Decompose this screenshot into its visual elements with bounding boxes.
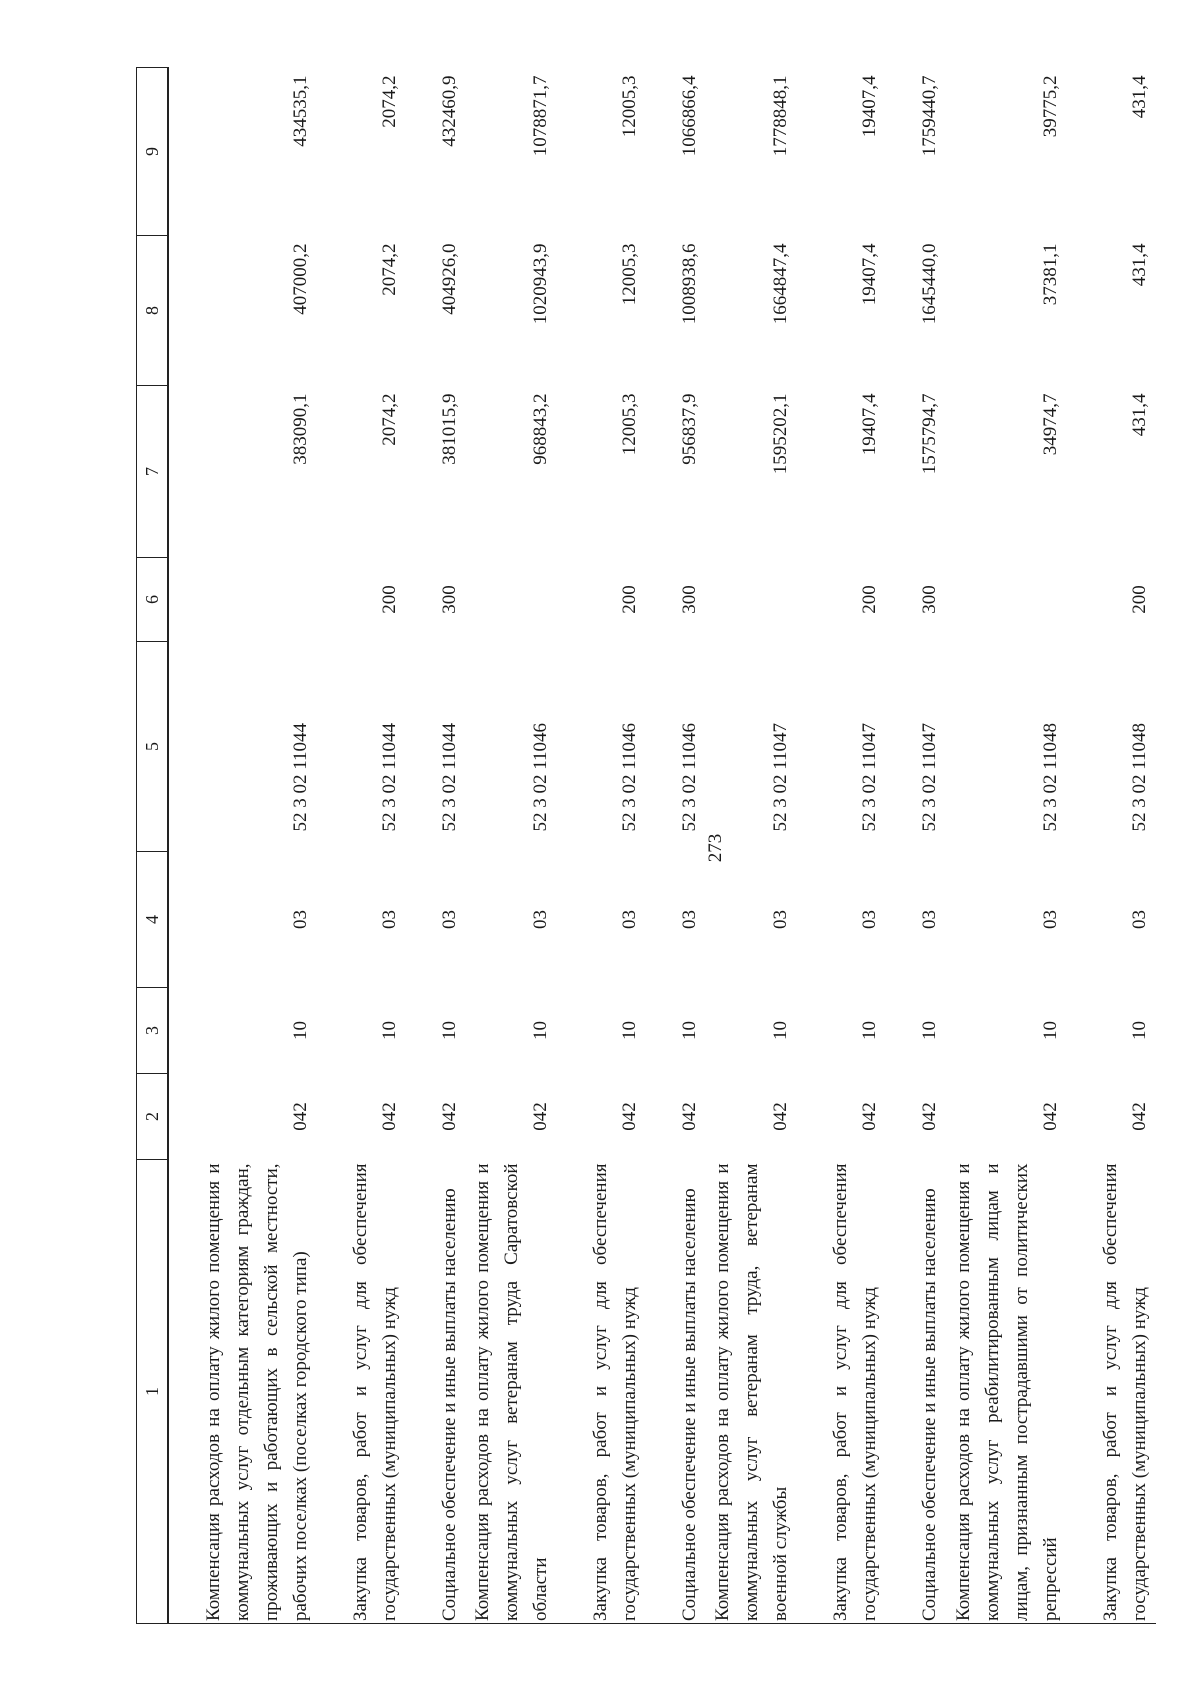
column-header-8: 8	[137, 236, 169, 386]
cell-amount-1: 431,4	[1129, 393, 1150, 437]
cell-section: 10	[438, 1021, 460, 1040]
column-header-9: 9	[137, 68, 169, 236]
cell-amount-3: 19407,4	[859, 75, 881, 138]
cell-expense-type	[946, 558, 1067, 642]
cell-subsection: 03	[1129, 910, 1150, 929]
cell-subsection: 03	[619, 910, 641, 929]
row-name: Социальное обеспечение и иные выплаты населению	[646, 1160, 706, 1624]
row-name: Компенсация расходов на оплату жилого помещения и коммунальных услуг реабилитированным лицам и лицам, признанным пострадавшими от политических репрессий	[946, 1160, 1067, 1624]
cell-expense-type: 200	[379, 585, 400, 614]
table-row	[406, 68, 466, 1624]
cell-subsection: 03	[859, 910, 881, 929]
cell-expense-type: 300	[918, 585, 940, 614]
cell-section: 10	[1129, 1021, 1150, 1040]
cell-section: 10	[379, 1021, 400, 1040]
cell-ministry: 042	[918, 1102, 940, 1131]
row-name: Закупка товаров, работ и услуг для обеспечения государственных (муниципальных) нужд	[1067, 1160, 1156, 1624]
cell-section: 10	[1039, 1021, 1061, 1040]
cell-amount-3: 1078871,7	[529, 75, 551, 157]
cell-expense-type	[706, 558, 797, 642]
budget-table	[136, 67, 1156, 1624]
table-row	[1067, 68, 1156, 1624]
cell-amount-3: 1778848,1	[769, 75, 791, 157]
cell-amount-3: 431,4	[1129, 75, 1150, 119]
table-row	[886, 68, 946, 1624]
cell-ministry: 042	[289, 1102, 311, 1131]
table-row	[317, 68, 406, 1624]
cell-subsection: 03	[1039, 910, 1061, 929]
cell-amount-3: 12005,3	[619, 75, 641, 138]
cell-subsection: 03	[438, 910, 460, 929]
cell-expense-type	[466, 558, 557, 642]
cell-target-code: 52 3 02 11047	[859, 722, 881, 832]
cell-amount-1: 1595202,1	[769, 393, 791, 475]
cell-amount-2: 407000,2	[289, 243, 311, 315]
cell-section: 10	[529, 1021, 551, 1040]
cell-amount-3: 1066866,4	[678, 75, 700, 157]
cell-ministry: 042	[859, 1102, 881, 1131]
row-name: Закупка товаров, работ и услуг для обеспечения государственных (муниципальных) нужд	[557, 1160, 646, 1624]
page-number: 273	[705, 833, 726, 863]
cell-expense-type: 200	[1129, 585, 1150, 614]
cell-ministry: 042	[678, 1102, 700, 1131]
cell-target-code: 52 3 02 11047	[769, 722, 791, 832]
cell-subsection: 03	[769, 910, 791, 929]
cell-target-code: 52 3 02 11046	[529, 722, 551, 832]
cell-amount-1: 2074,2	[379, 393, 400, 446]
cell-amount-2: 2074,2	[379, 243, 400, 296]
row-name: Социальное обеспечение и иные выплаты населению	[406, 1160, 466, 1624]
column-header-6: 6	[137, 558, 169, 642]
cell-amount-3: 432460,9	[438, 75, 460, 147]
column-header-2: 2	[137, 1074, 169, 1160]
cell-target-code: 52 3 02 11046	[678, 722, 700, 832]
cell-amount-3: 39775,2	[1039, 75, 1061, 138]
cell-ministry: 042	[438, 1102, 460, 1131]
cell-section: 10	[769, 1021, 791, 1040]
cell-subsection: 03	[678, 910, 700, 929]
cell-ministry: 042	[769, 1102, 791, 1131]
cell-subsection: 03	[379, 910, 400, 929]
cell-amount-1: 12005,3	[619, 393, 641, 456]
row-name: Социальное обеспечение и иные выплаты населению	[886, 1160, 946, 1624]
cell-expense-type: 200	[619, 585, 641, 614]
table-row	[646, 68, 706, 1624]
cell-target-code: 52 3 02 11044	[379, 722, 400, 832]
cell-amount-3: 2074,2	[379, 75, 400, 128]
row-name: Закупка товаров, работ и услуг для обеспечения государственных (муниципальных) нужд	[317, 1160, 406, 1624]
cell-ministry: 042	[379, 1102, 400, 1131]
cell-amount-1: 34974,7	[1039, 393, 1061, 456]
cell-amount-1: 383090,1	[289, 393, 311, 465]
cell-target-code: 52 3 02 11046	[619, 722, 641, 832]
cell-expense-type: 300	[678, 585, 700, 614]
cell-section: 10	[678, 1021, 700, 1040]
cell-amount-2: 404926,0	[438, 243, 460, 315]
column-header-3: 3	[137, 988, 169, 1074]
cell-target-code: 52 3 02 11044	[289, 722, 311, 832]
cell-amount-2: 1664847,4	[769, 243, 791, 325]
column-header-5: 5	[137, 642, 169, 852]
row-name: Закупка товаров, работ и услуг для обеспечения государственных (муниципальных) нужд	[797, 1160, 886, 1624]
cell-amount-1: 1575794,7	[918, 393, 940, 475]
cell-amount-3: 1759440,7	[918, 75, 940, 157]
table-row	[557, 68, 646, 1624]
cell-target-code: 52 3 02 11048	[1129, 722, 1150, 832]
cell-ministry: 042	[619, 1102, 641, 1131]
table-row	[797, 68, 886, 1624]
row-name: Компенсация расходов на оплату жилого помещения и коммунальных услуг отдельным категориям граждан, проживающих и работающих в сельской местности, рабочих поселках (поселках городского типа)	[168, 1160, 317, 1624]
cell-expense-type: 200	[859, 585, 881, 614]
cell-ministry: 042	[1039, 1102, 1061, 1131]
row-name: Компенсация расходов на оплату жилого помещения и коммунальных услуг ветеранам труда, ветеранам военной службы	[706, 1160, 797, 1624]
cell-amount-2: 19407,4	[859, 243, 881, 306]
cell-ministry: 042	[1129, 1102, 1150, 1131]
cell-amount-1: 968843,2	[529, 393, 551, 465]
column-header-4: 4	[137, 852, 169, 988]
row-name: Компенсация расходов на оплату жилого помещения и коммунальных услуг ветеранам труда Саратовской области	[466, 1160, 557, 1624]
cell-amount-2: 12005,3	[619, 243, 641, 306]
cell-amount-2: 1020943,9	[529, 243, 551, 325]
cell-subsection: 03	[529, 910, 551, 929]
cell-amount-2: 1645440,0	[918, 243, 940, 325]
cell-section: 10	[289, 1021, 311, 1040]
cell-section: 10	[859, 1021, 881, 1040]
cell-section: 10	[918, 1021, 940, 1040]
column-header-7: 7	[137, 386, 169, 558]
cell-expense-type	[168, 558, 317, 642]
cell-subsection: 03	[918, 910, 940, 929]
cell-ministry: 042	[529, 1102, 551, 1131]
table-row	[168, 68, 317, 1624]
table-row	[466, 68, 557, 1624]
cell-amount-1: 956837,9	[678, 393, 700, 465]
cell-target-code: 52 3 02 11047	[918, 722, 940, 832]
cell-section: 10	[619, 1021, 641, 1040]
cell-amount-3: 434535,1	[289, 75, 311, 147]
table-row	[946, 68, 1067, 1624]
table-header-row	[137, 68, 169, 1624]
cell-amount-1: 19407,4	[859, 393, 881, 456]
cell-target-code: 52 3 02 11044	[438, 722, 460, 832]
cell-amount-2: 431,4	[1129, 243, 1150, 287]
column-header-1: 1	[137, 1160, 169, 1624]
table-row	[706, 68, 797, 1624]
cell-expense-type: 300	[438, 585, 460, 614]
cell-amount-1: 381015,9	[438, 393, 460, 465]
cell-amount-2: 1008938,6	[678, 243, 700, 325]
cell-subsection: 03	[289, 910, 311, 929]
cell-target-code: 52 3 02 11048	[1039, 722, 1061, 832]
cell-amount-2: 37381,1	[1039, 243, 1061, 306]
